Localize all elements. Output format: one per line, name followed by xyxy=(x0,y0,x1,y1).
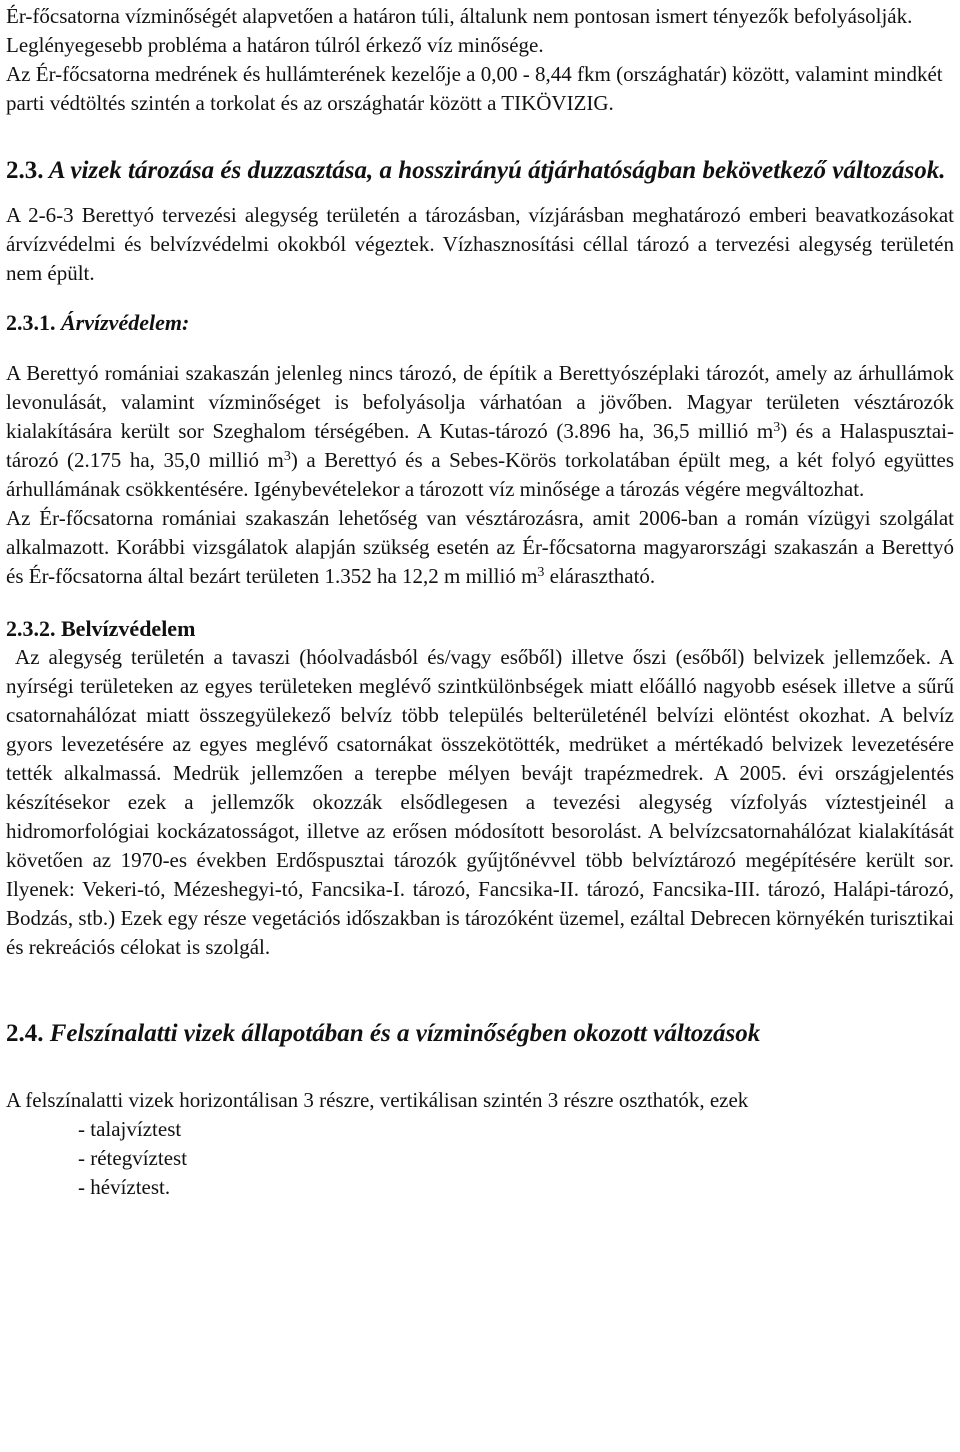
section-number: 2.3.1. xyxy=(6,310,56,335)
section-2-4-heading xyxy=(6,1018,954,1050)
text-run: A Berettyó romániai szakaszán jelenleg nincs tározó, de építik a Berettyószéplaki tározót, amely az árhullámok levonulását, valamint vízminőséget is befolyásolja várhatóan a jövőben. Magyar területen vésztározók kialakítására került sor Szeghalom térségében. A Kutas-tározó (3.896 ha, 36,5 millió m xyxy=(6,361,954,443)
section-title: A vizek tározása és duzzasztása, a hosszirányú átjárhatóságban bekövetkező változások. xyxy=(48,157,946,184)
section-title: Árvízvédelem: xyxy=(61,310,190,335)
section-2-3-2-paragraph: Az alegység területén a tavaszi (hóolvadásból és/vagy esőből) illetve őszi (esőből) belvizek jellemzőek. A nyírségi területeken az egyes területeken meglévő szintkülönbségek miatt előálló nagyobb esések illetve a sűrű csatornahálózat miatt összegyülekező belvíz több település belterületénél belvízi elöntést okozhat. A belvíz gyors levezetésére az egyes meglévő csatornákat összekötötték, medrüket a mértékadó belvizek levezetésére tették alkalmassá. Medrük jellemzően a terepbe mélyen bevájt trapézmedrek. A 2005. évi országjelentés készítésekor ezek a jellemzők okozzák elsődlegesen a tevezési alegység vízfolyás víztestjeinél a hidromorfológiai kockázatosságot, illetve az erősen módosított besorolást. A belvízcsatornahálózat kialakítását követően az 1970-es években Erdőspusztai tározók gyűjtőnévvel több belvíztározó megépítésére került sor. Ilyenek: Vekeri-tó, Mézeshegyi-tó, Fancsika-I. tározó, Fancsika-II. tározó, Fancsika-III. tározó, Halápi-tározó, Bodzás, stb.) Ezek egy része vegetációs időszakban is tározóként üzemel, ezáltal Debrecen környékén turisztikai és rekreációs célokat is szolgál. xyxy=(6,645,960,959)
list-item: - hévíztest. xyxy=(78,1175,171,1199)
section-2-3-1-paragraph-1 xyxy=(6,359,954,504)
intro-paragraph-3: Az Ér-főcsatorna medrének és hullámterének kezelője a 0,00 - 8,44 fkm (országhatár) között, valamint mindkét parti védtöltés szintén a torkolat és az országhatár között a TIKÖVIZIG. xyxy=(6,62,943,115)
section-number: 2.4. xyxy=(6,1020,44,1047)
section-2-3-heading xyxy=(6,155,954,187)
intro-paragraph-2: Leglényegesebb probléma a határon túlról érkező víz minősége. xyxy=(6,33,544,57)
text-run: elárasztható. xyxy=(544,564,656,588)
section-2-4-paragraph: A felszínalatti vizek horizontálisan 3 részre, vertikálisan szintén 3 részre oszthatók, ezek xyxy=(6,1088,749,1112)
section-title: Belvízvédelem xyxy=(61,616,196,641)
section-2-3-paragraph: A 2-6-3 Berettyó tervezési alegység területén a tározásban, vízjárásban meghatározó emberi beavatkozásokat árvízvédelmi és belvízvédelmi okokból végeztek. Vízhasznosítási céllal tározó a tervezési alegység területén nem épült. xyxy=(6,203,954,285)
text-run: Az Ér-főcsatorna romániai szakaszán lehetőség van vésztározásra, amit 2006-ban a román vízügyi szolgálat alkalmazott. Korábbi vizsgálatok alapján szükség esetén az Ér-főcsatorna magyarországi szakaszán a Berettyó és Ér-főcsatorna által bezárt területen 1.352 ha 12,2 m millió m xyxy=(6,506,954,588)
document-page xyxy=(6,2,960,1202)
list-item: - talajvíztest xyxy=(78,1117,182,1141)
list-item: - rétegvíztest xyxy=(78,1146,188,1170)
section-2-3-1-heading xyxy=(6,308,954,337)
intro-paragraph-1: Ér-főcsatorna vízminőségét alapvetően a határon túli, általunk nem pontosan ismert tényezők befolyásolják. xyxy=(6,4,913,28)
section-2-3-2-heading xyxy=(6,614,954,643)
superscript: 3 xyxy=(537,565,545,580)
section-title: Felszínalatti vizek állapotában és a vízminőségben okozott változások xyxy=(49,1020,761,1047)
section-number: 2.3. xyxy=(6,157,44,184)
section-number: 2.3.2. xyxy=(6,616,56,641)
superscript: 3 xyxy=(283,449,291,464)
groundwater-list xyxy=(6,1115,954,1202)
text-run: ) és a Halaspusztai-tározó (2.175 ha, 35,0 millió m xyxy=(6,419,954,472)
superscript: 3 xyxy=(773,420,781,435)
section-2-3-1-paragraph-2 xyxy=(6,504,954,591)
text-run: ) a Berettyó és a Sebes-Körös torkolatában épült meg, a két folyó együttes árhullámának csökkentésére. Igénybevételekor a tározott víz minősége a tározás végére megváltozhat. xyxy=(6,448,954,501)
